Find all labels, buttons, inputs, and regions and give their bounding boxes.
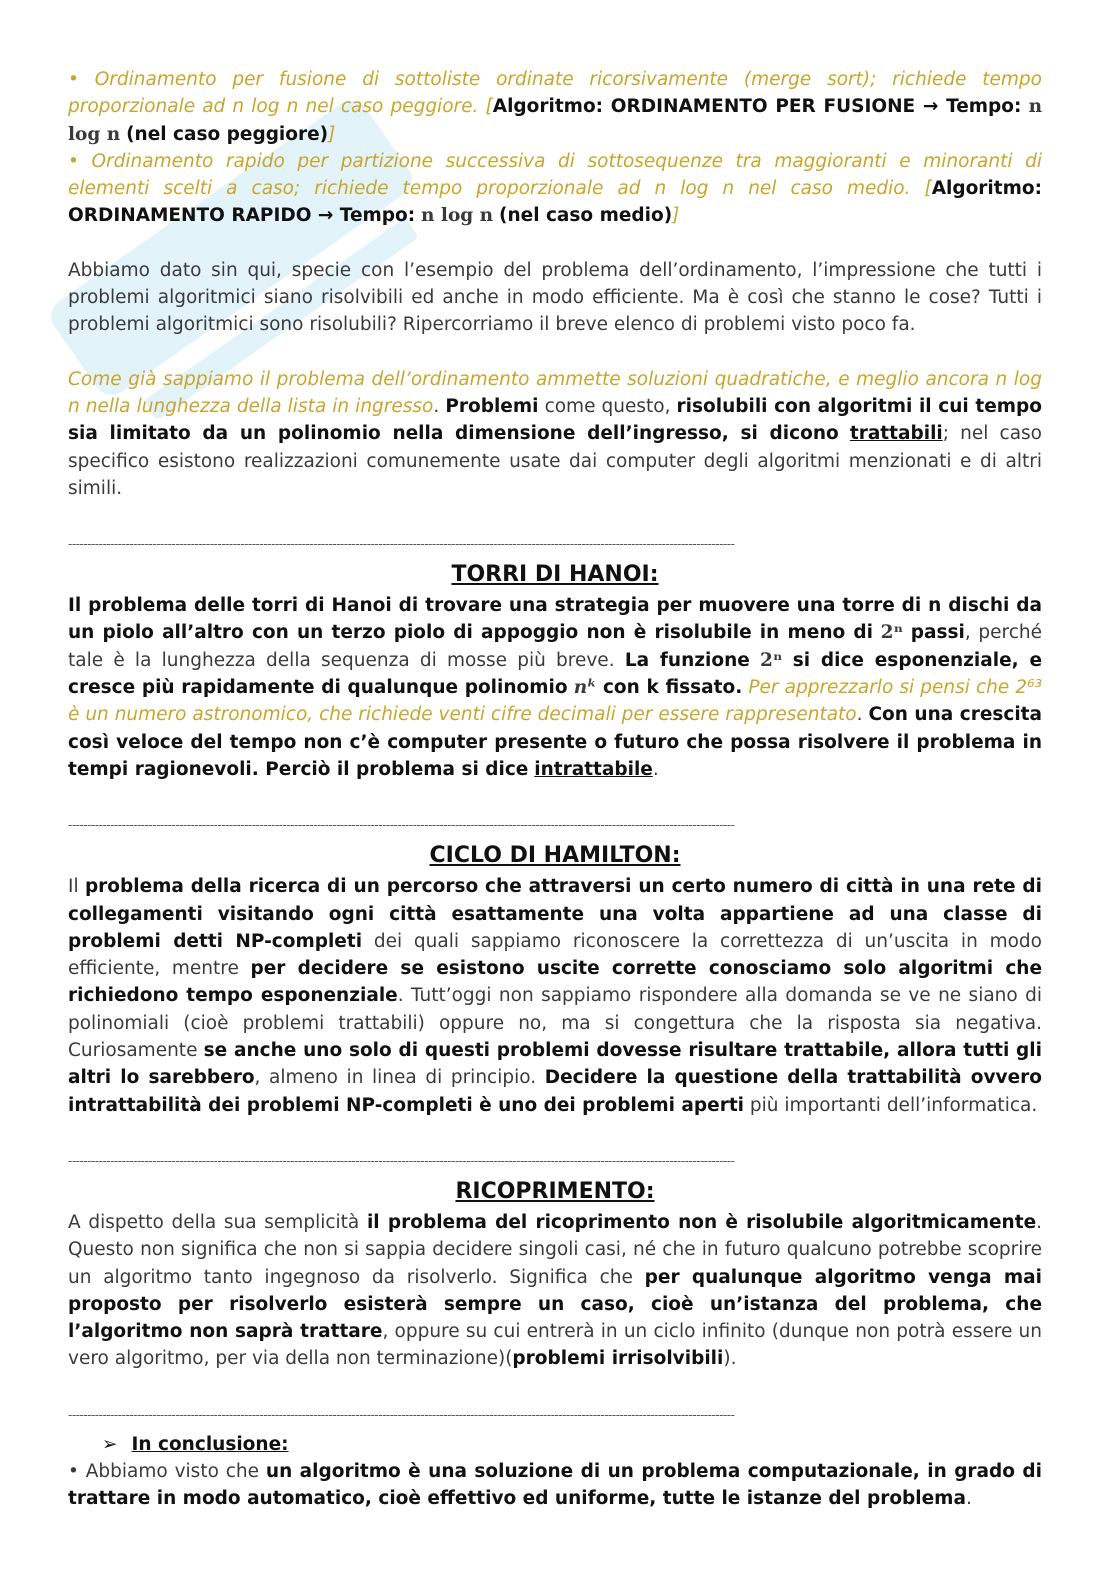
- document-page: [68, 66, 1042, 1513]
- intro-paragraph: Abbiamo dato sin qui, specie con l’esempio del problema dell’ordinamento, l’impressione che tutti i problemi algoritmici siano risolvibili ed anche in modo efficiente. Ma è così che stanno le cose? Tutti i problemi algoritmici sono risolubili? Ripercorriamo il breve elenco di problemi visto poco fa.: [68, 259, 1042, 336]
- ricoprimento-paragraph: A dispetto della sua semplicità il problema del ricoprimento non è risolubile algoritmicamente. Questo non significa che non si sappia decidere singoli casi, né che in futuro qualcuno potrebbe scoprire un algoritmo tanto ingegnoso da risolverlo. Significa che per qualunque algoritmo venga mai proposto per risolverlo esisterà sempre un caso, cioè un’istanza del problema, che l’algoritmo non saprà trattare, oppure su cui entrerà in un ciclo infinito (dunque non potrà essere un vero algoritmo, per via della non terminazione)(problemi irrisolvibili).: [68, 1211, 1043, 1370]
- bullet-merge-sort: • Ordinamento per fusione di sottoliste ordinate ricorsivamente (merge sort); richiede tempo proporzionale ad n log n nel caso peggiore. [Algoritmo: ORDINAMENTO PER FUSIONE → Tempo: n log n (nel caso peggiore)]: [68, 69, 1043, 145]
- hamilton-paragraph: Il problema della ricerca di un percorso che attraversi un certo numero di città in una rete di collegamenti visitando ogni città esattamente una volta appartiene ad una classe di problemi detti NP-completi dei quali sappiamo riconoscere la correttezza di un’uscita in modo efficiente, mentre per decidere se esistono uscite corrette conosciamo solo algoritmi che richiedono tempo esponenziale. Tutt’oggi non sappiamo rispondere alla domanda se ve ne siano di polinomiali (cioè problemi trattabili) oppure no, ma si congettura che la risposta sia negativa. Curiosamente se anche uno solo di questi problemi dovesse risultare trattabile, allora tutti gli altri lo sarebbero, almeno in linea di principio. Decidere la questione della trattabilità ovvero intrattabilità dei problemi NP-completi è uno dei problemi aperti più importanti dell’informatica.: [68, 876, 1043, 1116]
- bullet-quick-sort: • Ordinamento rapido per partizione successiva di sottosequenze tra maggioranti e minoranti di elementi scelti a caso; richiede tempo proporzionale ad n log n nel caso medio. [Algoritmo: ORDINAMENTO RAPIDO → Tempo: n log n (nel caso medio)]: [68, 150, 1042, 227]
- conclusion-heading: ➢ In conclusione:: [102, 1433, 289, 1455]
- section-divider: ------------------------------------------------------------------------------------------------------------------------------------------------------------------------------: [68, 537, 735, 552]
- section-divider: ------------------------------------------------------------------------------------------------------------------------------------------------------------------------------: [68, 1407, 735, 1422]
- tractable-paragraph: Come già sappiamo il problema dell’ordinamento ammette soluzioni quadratiche, e meglio ancora n log n nella lunghezza della lista in ingresso. Problemi come questo, risolubili con algoritmi il cui tempo sia limitato da un polinomio nella dimensione dell’ingresso, si dicono trattabili; nel caso specifico esistono realizzazioni comunemente usate dai computer degli algoritmi menzionati e di altri simili.: [68, 368, 1042, 499]
- conclusion-paragraph: • Abbiamo visto che un algoritmo è una soluzione di un problema computazionale, in grado di trattare in modo automatico, cioè effettivo ed uniforme, tutte le istanze del problema.: [68, 1460, 1043, 1510]
- hanoi-paragraph: Il problema delle torri di Hanoi di trovare una strategia per muovere una torre di n dischi da un piolo all’altro con un terzo piolo di appoggio non è risolubile in meno di 2ⁿ passi, perché tale è la lunghezza della sequenza di mosse più breve. La funzione 2ⁿ si dice esponenziale, e cresce più rapidamente di qualunque polinomio nᵏ con k fissato. Per apprezzarlo si pensi che 2⁶³ è un numero astronomico, che richiede venti cifre decimali per essere rappresentato. Con una crescita così veloce del tempo non c’è computer presente o futuro che possa risolvere il problema in tempi ragionevoli. Perciò il problema si dice intrattabile.: [68, 595, 1043, 780]
- section-title-hanoi: TORRI DI HANOI:: [451, 562, 659, 588]
- section-title-ricoprimento: RICOPRIMENTO:: [455, 1178, 655, 1204]
- section-title-hamilton: CICLO DI HAMILTON:: [429, 843, 681, 869]
- section-divider: ------------------------------------------------------------------------------------------------------------------------------------------------------------------------------: [68, 818, 735, 833]
- section-divider: ------------------------------------------------------------------------------------------------------------------------------------------------------------------------------: [68, 1153, 735, 1168]
- arrow-bullet-icon: ➢: [102, 1433, 118, 1455]
